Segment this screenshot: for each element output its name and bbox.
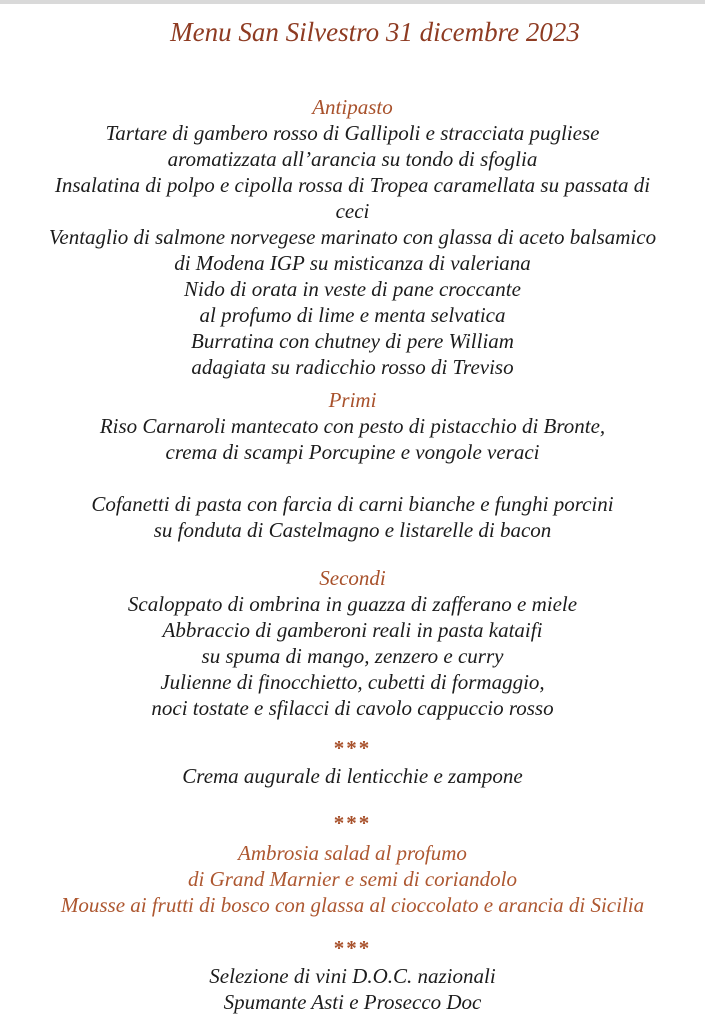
menu-line: Nido di orata in veste di pane croccante xyxy=(184,277,521,301)
top-edge-bar xyxy=(0,0,705,4)
section-primi xyxy=(0,387,705,543)
paragraph-primi-1 xyxy=(0,413,705,465)
menu-line: Selezione di vini D.O.C. nazionali xyxy=(209,964,496,988)
course-heading-secondi: Secondi xyxy=(319,566,386,590)
menu-line: Crema augurale di lenticchie e zampone xyxy=(182,764,523,788)
menu-line: Ambrosia salad al profumo xyxy=(238,841,467,865)
menu-line: Cofanetti di pasta con farcia di carni bianche e funghi porcini xyxy=(91,492,614,516)
menu-line: crema di scampi Porcupine e vongole veraci xyxy=(165,440,540,464)
menu-line: aromatizzata all’arancia su tondo di sfoglia xyxy=(167,147,538,171)
paragraph-secondi-1 xyxy=(0,591,705,721)
menu-line: Abbraccio di gamberoni reali in pasta kataifi xyxy=(162,618,543,642)
paragraph-antipasto-1 xyxy=(0,120,705,380)
menu-line: Ventaglio di salmone norvegese marinato con glassa di aceto balsamico xyxy=(48,225,657,249)
menu-line: ceci xyxy=(335,199,370,223)
menu-line: Burratina con chutney di pere William xyxy=(191,329,514,353)
menu-line: Julienne di finocchietto, cubetti di formaggio, xyxy=(160,670,545,694)
course-heading-antipasto: Antipasto xyxy=(312,95,393,119)
menu-line: Insalatina di polpo e cipolla rossa di Tropea caramellata su passata di xyxy=(54,173,651,197)
paragraph-primi-2 xyxy=(0,491,705,543)
menu-line: Spumante Asti e Prosecco Doc xyxy=(223,990,482,1014)
separator-2: *** xyxy=(333,811,372,835)
separator-1: *** xyxy=(333,736,372,760)
menu-line: Scaloppato di ombrina in guazza di zafferano e miele xyxy=(127,592,578,616)
menu-line: Riso Carnaroli mantecato con pesto di pistacchio di Bronte, xyxy=(99,414,606,438)
menu-line: adagiata su radicchio rosso di Treviso xyxy=(191,355,514,379)
menu-line: su fonduta di Castelmagno e listarelle di bacon xyxy=(153,518,552,542)
section-antipasto xyxy=(0,94,705,380)
course-heading-primi: Primi xyxy=(328,388,377,412)
menu-line: noci tostate e sfilacci di cavolo cappuccio rosso xyxy=(151,696,554,720)
menu-line: di Modena IGP su misticanza di valeriana xyxy=(174,251,531,275)
menu-sections xyxy=(0,94,705,1015)
section-crema-augurale xyxy=(0,763,705,789)
menu-line: Mousse ai frutti di bosco con glassa al cioccolato e arancia di Sicilia xyxy=(60,893,645,917)
menu-line: su spuma di mango, zenzero e curry xyxy=(201,644,504,668)
menu-line: di Grand Marnier e semi di coriandolo xyxy=(188,867,517,891)
menu-title: Menu San Silvestro 31 dicembre 2023 xyxy=(170,17,580,47)
section-dessert xyxy=(0,840,705,918)
separator-3: *** xyxy=(333,936,372,960)
menu-line: Tartare di gambero rosso di Gallipoli e stracciata pugliese xyxy=(105,121,600,145)
section-secondi xyxy=(0,565,705,721)
section-vini xyxy=(0,963,705,1015)
menu-line: al profumo di lime e menta selvatica xyxy=(199,303,506,327)
